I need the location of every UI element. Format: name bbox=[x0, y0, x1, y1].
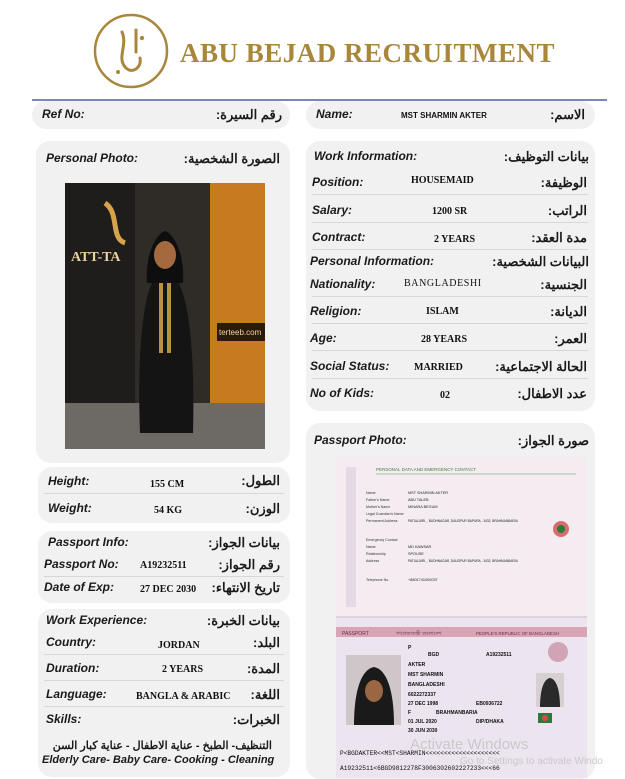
skills-value-en: Elderly Care- Baby Care- Cooking - Cleaning bbox=[42, 754, 275, 766]
photo-banner-text: ATT-TA bbox=[71, 250, 121, 265]
salary-label-ar: الراتب: bbox=[547, 203, 587, 218]
pp-authority: DIP/DHAKA bbox=[476, 719, 504, 725]
ref-card bbox=[32, 101, 290, 129]
skills-label-ar: الخبرات: bbox=[232, 712, 280, 727]
name-label-ar: الاسم: bbox=[550, 107, 585, 122]
position-label: Position: bbox=[312, 175, 364, 189]
contract-label-ar: مدة العقد: bbox=[531, 230, 587, 245]
name-value: MST SHARMIN AKTER bbox=[401, 111, 487, 120]
age-value: 28 YEARS bbox=[421, 334, 468, 345]
personal-photo-image-icon bbox=[65, 183, 265, 449]
passport-photo-label: Passport Photo: bbox=[314, 433, 407, 447]
pp-field-value: PATUAJURI, , BUDHNAGAR, DAUDPUR BAPURA - 3432, BRAHMANBARIA bbox=[408, 519, 518, 523]
pp-field-value: MINARA BEGUM bbox=[408, 505, 438, 509]
passport-scan-image-icon bbox=[336, 457, 587, 778]
bio-header-bn: গণপ্রজাতন্ত্রী বাংলাদেশ bbox=[396, 631, 442, 637]
pp-issue: 01 JUL 2020 bbox=[408, 719, 437, 725]
language-label-ar: اللغة: bbox=[250, 687, 280, 702]
pp-field-label: Legal Guardian's Name bbox=[366, 512, 404, 516]
pp-field-label: Permanent Address bbox=[366, 519, 398, 523]
position-label-ar: الوظيفة: bbox=[540, 175, 587, 190]
pp-field-label: Emergency Contact bbox=[366, 538, 398, 542]
age-label: Age: bbox=[310, 331, 337, 345]
nationality-value: BANGLADESHI bbox=[404, 278, 482, 289]
pp-dob: 27 DEC 1998 bbox=[408, 701, 439, 707]
pp-field-label: Name bbox=[366, 491, 376, 495]
divider bbox=[44, 576, 284, 577]
personal-info-title-ar: البيانات الشخصية: bbox=[492, 254, 589, 269]
divider bbox=[44, 706, 284, 707]
expiry-label-ar: تاريخ الانتهاء: bbox=[211, 580, 280, 595]
brand-title: ABU BEJAD RECRUITMENT bbox=[180, 38, 556, 68]
pp-field-label: Telephone No. bbox=[366, 578, 390, 582]
weight-label: Weight: bbox=[48, 501, 92, 515]
pp-field-value: MD KAWSAR bbox=[408, 545, 432, 549]
pp-prev-no: EB0936722 bbox=[476, 701, 503, 707]
experience-title: Work Experience: bbox=[46, 613, 148, 627]
duration-label: Duration: bbox=[46, 661, 100, 675]
social-status-label: Social Status: bbox=[310, 359, 390, 373]
weight-label-ar: الوزن: bbox=[245, 501, 280, 516]
personal-info-title: Personal Information: bbox=[310, 254, 435, 268]
mrz-line-2: A19232511<6BGD9812278F3006302602227233<<<66 bbox=[340, 765, 500, 772]
duration-value: 2 YEARS bbox=[162, 664, 204, 675]
pp-number: A19232511 bbox=[486, 652, 512, 658]
photo-label-ar: الصورة الشخصية: bbox=[183, 151, 280, 166]
mrz-line-1: P<BGDAKTER<<MST<SHARMIN<<<<<<<<<<<<<<<<<<<< bbox=[340, 750, 500, 757]
divider bbox=[44, 654, 284, 655]
salary-label: Salary: bbox=[312, 203, 353, 217]
skills-label: Skills: bbox=[46, 712, 82, 726]
height-value: 155 CM bbox=[150, 479, 185, 490]
social-status-value: MARRIED bbox=[414, 362, 463, 373]
contract-value: 2 YEARS bbox=[434, 234, 476, 245]
passport-scan bbox=[336, 457, 587, 778]
language-label: Language: bbox=[46, 687, 107, 701]
pp-type: P bbox=[408, 645, 412, 651]
photo-site-text: terteeb.com bbox=[219, 328, 262, 337]
religion-label: Religion: bbox=[310, 304, 362, 318]
divider bbox=[312, 222, 588, 223]
age-label-ar: العمر: bbox=[554, 331, 587, 346]
activate-windows-hint: Go to Settings to activate Windo bbox=[460, 756, 603, 767]
weight-value: 54 KG bbox=[154, 505, 183, 516]
expiry-value: 27 DEC 2030 bbox=[140, 584, 197, 595]
pp-birthplace: BRAHMANBARIA bbox=[436, 710, 478, 716]
name-card bbox=[306, 101, 595, 129]
pp-field-label: Mother's Name bbox=[366, 505, 391, 509]
nationality-label: Nationality: bbox=[310, 277, 376, 291]
religion-value: ISLAM bbox=[426, 306, 459, 317]
divider bbox=[312, 296, 588, 297]
pp-field-value: +8801741000037 bbox=[408, 578, 438, 582]
pp-country-code: BGD bbox=[428, 652, 440, 658]
divider bbox=[44, 493, 284, 494]
activate-windows-watermark: Activate Windows bbox=[410, 736, 529, 753]
passport-no-label: Passport No: bbox=[44, 557, 119, 571]
divider bbox=[312, 350, 588, 351]
ref-label: Ref No: bbox=[42, 107, 85, 121]
photo-label: Personal Photo: bbox=[46, 151, 139, 165]
pp-nationality: BANGLADESHI bbox=[408, 682, 445, 688]
pp-sex: F bbox=[408, 710, 412, 716]
passport-photo-label-ar: صورة الجواز: bbox=[517, 433, 589, 448]
header bbox=[0, 0, 625, 100]
calligraphy-logo-icon bbox=[92, 12, 170, 90]
name-label: Name: bbox=[316, 107, 353, 121]
divider bbox=[312, 323, 588, 324]
height-label: Height: bbox=[48, 474, 90, 488]
work-info-card bbox=[306, 141, 595, 411]
divider bbox=[44, 680, 284, 681]
language-value: BANGLA & ARABIC bbox=[136, 691, 231, 702]
pp-surname: AKTER bbox=[408, 662, 426, 668]
pp-expiry: 30 JUN 2030 bbox=[408, 728, 438, 734]
passport-no-value: A19232511 bbox=[140, 560, 187, 571]
passport-info-title: Passport Info: bbox=[48, 535, 129, 549]
pp-field-value: ABU TALEB bbox=[408, 498, 429, 502]
kids-value: 02 bbox=[440, 390, 450, 401]
ref-label-ar: رقم السيرة: bbox=[215, 107, 282, 122]
pp-field-label: Address bbox=[366, 559, 380, 563]
passport-word: PASSPORT bbox=[342, 631, 369, 637]
pp-field-value: MST SHARMIN AKTER bbox=[408, 491, 449, 495]
passport-info-title-ar: بيانات الجواز: bbox=[208, 535, 280, 550]
nationality-label-ar: الجنسية: bbox=[540, 277, 587, 292]
duration-label-ar: المدة: bbox=[246, 661, 280, 676]
religion-label-ar: الديانة: bbox=[550, 304, 587, 319]
divider bbox=[312, 249, 588, 250]
country-value: JORDAN bbox=[158, 640, 200, 651]
social-status-label-ar: الحالة الاجتماعية: bbox=[495, 359, 587, 374]
experience-card bbox=[38, 609, 290, 777]
pp-personal-no: 6022272337 bbox=[408, 692, 436, 698]
pp-field-label: Father's Name bbox=[366, 498, 390, 502]
pp-field-value: PATUAJURI, , BUDHNAGAR, DAUDPUR BAPURA - 3432, BRAHMANBARIA bbox=[408, 559, 518, 563]
pp-field-value: SPOUSE bbox=[408, 552, 424, 556]
expiry-label: Date of Exp: bbox=[44, 580, 115, 594]
position-value: HOUSEMAID bbox=[411, 175, 474, 186]
kids-label-ar: عدد الاطفال: bbox=[517, 386, 587, 401]
passport-info-card bbox=[38, 531, 290, 603]
country-label-ar: البلد: bbox=[253, 635, 280, 650]
salary-value: 1200 SR bbox=[432, 206, 468, 217]
work-info-title-ar: بيانات التوظيف: bbox=[503, 149, 589, 164]
bio-header: PEOPLE'S REPUBLIC OF BANGLADESH bbox=[476, 631, 560, 636]
divider bbox=[312, 194, 588, 195]
emergency-title: PERSONAL DATA AND EMERGENCY CONTACT bbox=[376, 467, 477, 472]
contract-label: Contract: bbox=[312, 230, 366, 244]
divider bbox=[312, 378, 588, 379]
pp-given: MST SHARMIN bbox=[408, 672, 444, 678]
pp-field-label: Relationship bbox=[366, 552, 386, 556]
pp-field-label: Name bbox=[366, 545, 376, 549]
passport-no-label-ar: رقم الجواز: bbox=[218, 557, 280, 572]
kids-label: No of Kids: bbox=[310, 386, 374, 400]
skills-value-ar: التنظيف- الطبخ - عناية الاطفال - عناية كبار السن bbox=[52, 740, 272, 752]
experience-title-ar: بيانات الخبرة: bbox=[206, 613, 280, 628]
height-label-ar: الطول: bbox=[241, 473, 280, 488]
work-info-title: Work Information: bbox=[314, 149, 418, 163]
personal-photo bbox=[65, 183, 265, 449]
body-card bbox=[38, 467, 290, 523]
country-label: Country: bbox=[46, 635, 96, 649]
